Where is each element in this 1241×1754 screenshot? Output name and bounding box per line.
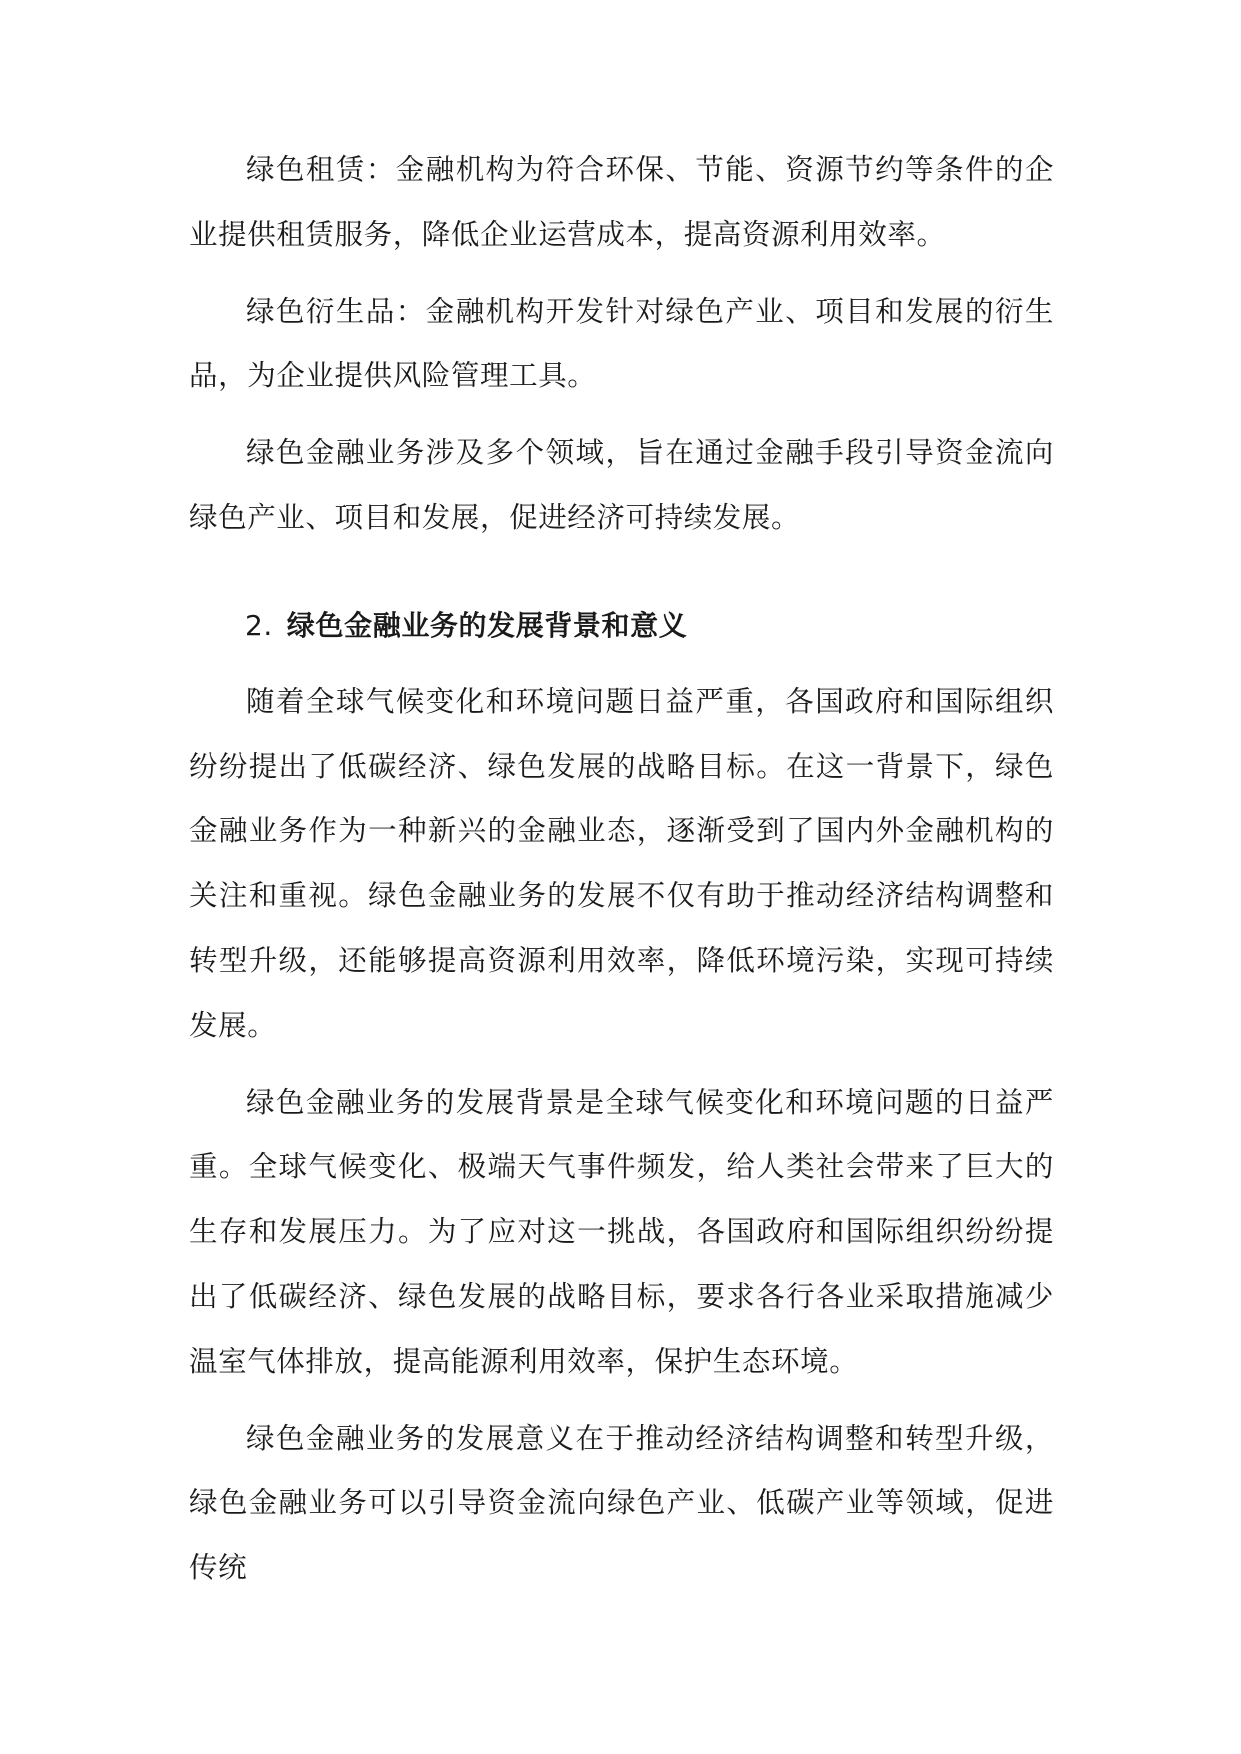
paragraph-green-finance-summary: 绿色金融业务涉及多个领域，旨在通过金融手段引导资金流向绿色产业、项目和发展，促进经济可持续发展。: [189, 436, 1054, 534]
paragraph-background: 绿色金融业务的发展背景是全球气候变化和环境问题的日益严重。全球气候变化、极端天气事件频发，给人类社会带来了巨大的生存和发展压力。为了应对这一挑战，各国政府和国际组织纷纷提出了低碳经济、绿色发展的战略目标，要求各行各业采取措施减少温室气体排放，提高能源利用效率，保护生态环境。: [189, 1085, 1054, 1378]
section-number: 2.: [245, 608, 273, 642]
document-body: [189, 138, 1054, 1613]
paragraph-background-intro: 随着全球气候变化和环境问题日益严重，各国政府和国际组织纷纷提出了低碳经济、绿色发展的战略目标。在这一背景下，绿色金融业务作为一种新兴的金融业态，逐渐受到了国内外金融机构的关注和重视。绿色金融业务的发展不仅有助于推动经济结构调整和转型升级，还能够提高资源利用效率，降低环境污染，实现可持续发展。: [189, 684, 1054, 1042]
paragraph-green-leasing: 绿色租赁：金融机构为符合环保、节能、资源节约等条件的企业提供租赁服务，降低企业运营成本，提高资源利用效率。: [189, 153, 1054, 251]
paragraph-green-derivatives: 绿色衍生品：金融机构开发针对绿色产业、项目和发展的衍生品，为企业提供风险管理工具。: [189, 294, 1054, 393]
section-title: 绿色金融业务的发展背景和意义: [286, 608, 688, 642]
section-heading: [189, 594, 1054, 658]
paragraph-significance: 绿色金融业务的发展意义在于推动经济结构调整和转型升级，绿色金融业务可以引导资金流向绿色产业、低碳产业等领域，促进传统: [189, 1421, 1054, 1585]
